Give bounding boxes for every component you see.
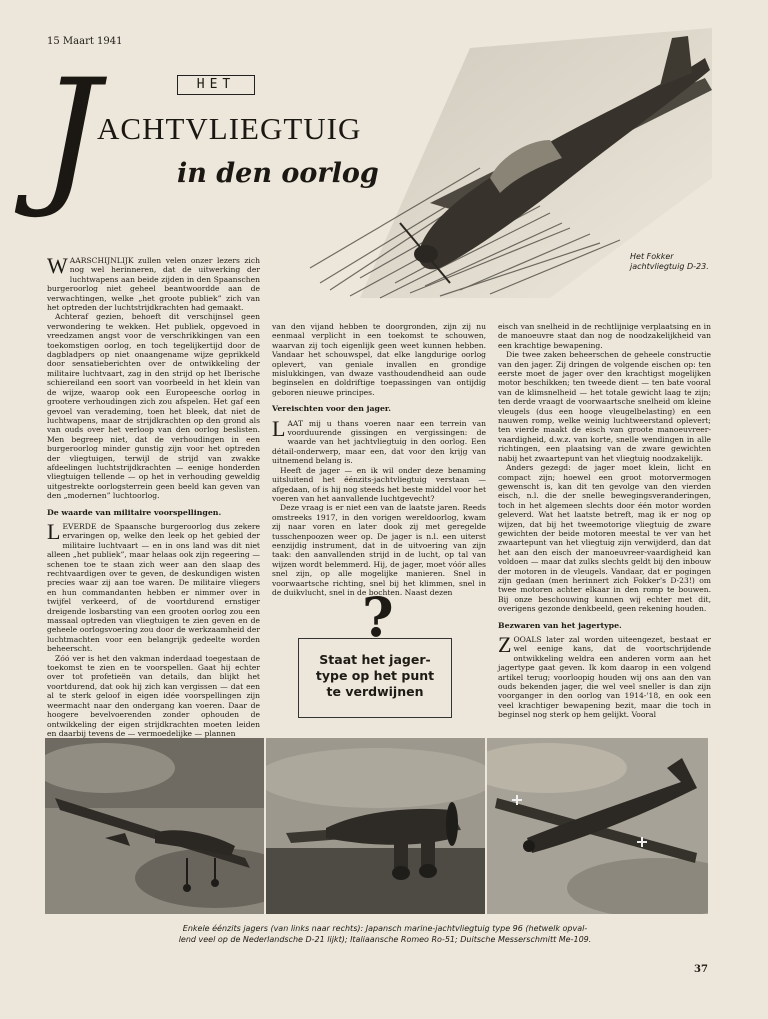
- article-column-3: [498, 322, 711, 720]
- photo-japanese-type96: [45, 738, 264, 914]
- paragraph: [47, 253, 260, 313]
- title-prefix-box: HET: [177, 75, 255, 95]
- paragraph: Die twee zaken beheerschen de geheele constructie van den jager. Zij dringen de volgende eischen op: ten eerste moet de jager over den krachtigst mogelijken motor beschikken; ten tweede dient — ten bate vooral van de klimsnelheid — het totale gewicht laag te zijn; ten derde vraagt de voorwaartsche snelheid om kleine vleugels (dus een hooge vleugelbelasting) en een nauwen romp, welke weinig luchtweerstand oplevert; ten vierde maakt de eisch van groote manoeuvreer-vaardigheid, d.w.z. van korte, snelle wendingen in alle richtingen, een plaatsing van de zware gewichten nabij het zwaartepunt van het vliegtuig noodzakelijk.: [498, 350, 711, 463]
- photo-messerschmitt-me109: [487, 738, 708, 914]
- page-subtitle: in den oorlog: [177, 158, 379, 189]
- issue-date: 15 Maart 1941: [47, 36, 123, 47]
- article-column-1: [47, 253, 260, 738]
- hero-caption-line1: Het Fokker: [630, 252, 674, 261]
- paragraph: Zóó ver is het den vakman inderdaad toegestaan de toekomst te zien en te voorspellen. Gaat hij echter over tot profetieën van details, dan blijkt het voortdurend, dat ook hij zich kan vergissen — dat een al te sterk geloof in eigen idée voorspellingen zijn weermacht naar den ondergang kan voeren. Daar de hoogere bevelvoerenden zonder ophouden de ontwikkeling der eigen strijdkrachten moeten leiden en daarbij tevens de — vermoedelijke — plannen: [47, 653, 260, 738]
- paragraph-text: AAT mij u thans voeren naar een terrein van voorduurende gissingen en vergissingen: de waarde van het jachtvliegtuig in den oorlog. Een détail-onderwerp, maar een, dat voor den krijg van uitnemend belang is.: [272, 418, 486, 466]
- paragraph: Heeft de jager — en ik wil onder deze benaming uitsluitend het éénzits-jachtvliegtuig verstaan — afgedaan, of is hij nog steeds het beste middel voor het voeren van het aanvallende luchtgevecht?: [272, 465, 486, 503]
- title-initial: J: [40, 48, 101, 222]
- paragraph: [47, 518, 260, 654]
- photos-caption: [112, 924, 658, 945]
- section-heading: Vereischten voor den jager.: [272, 404, 392, 414]
- section-heading: De waarde van militaire voorspellingen.: [47, 507, 222, 517]
- paragraph: van den vijand hebben te doorgronden, zijn zij nu eenmaal verplicht in een toekomst te schouwen, waarvan zij toch eigenlijk geen weet kunnen hebben. Vandaar het schouwspel, dat elke langdurige oorlog oplevert, van geniale invallen en grondige mislukkingen, van dwaze vasthoudendheid aan oude beginselen en doldriftige toepassingen van ontijdig geboren nieuwe principes.: [272, 322, 486, 397]
- hero-caption: [630, 252, 709, 272]
- question-mark-icon: ?: [362, 585, 394, 649]
- callout-line: Staat het jager-: [319, 652, 431, 667]
- paragraph: Deze vraag is er niet een van de laatste jaren. Reeds omstreeks 1917, in den vorigen wereldoorlog, kwam zij naar voren en later dook zij met geregelde tusschenpoozen weer op. De jager is n.l. een uiterst eenzijdig instrument, dat in de uitvoering van zijn taak: den aanvallenden strijd in de lucht, op tal van wijzen wordt belemmerd. Hij, de jager, moet vóór alles snel zijn, op alle mogelijke manieren. Snel in voorwaartsche richting, snel bij het klimmen, snel in de duikvlucht, snel in de bochten. Naast dezen: [272, 503, 486, 597]
- drop-cap: L: [47, 518, 61, 544]
- paragraph: Achteraf gezien, behoeft dit verschijnsel geen verwondering te wekken. Het publiek, opgevoed in vreedzamen angst voor de verschrikkingen van een toekomstigen oorlog, en toch tegelijkertijd door de dagbladpers op niet onaangename wijze geprikkeld door sensatieberichten over de ontwikkeling der militaire luchtvaart, zag in den strijd op het Iberische schiereiland een soort van voorbeeld in het klein van de wijze, waarop ook een Europeesche oorlog in grootere verhoudingen zich zou afspelen. Het gaf een gevoel van verademing, toen het bleek, dat niet de luchtwapens, maar de strijdkrachten op den grond als van ouds over het verloop van den oorlog beslisten. Men begreep niet, dat de verhoudingen in een burgeroorlog minder gunstig zijn voor het optreden der vliegtuigen, terwijl de strijd van zwakke afdeelingen luchtstrijdkrachten — eenige honderden vliegtuigen tellende — op het in verhouding geweldig uitgestrekte oorlogsterrein geen beeld kan geven van den „modernen” luchtoorlog.: [47, 312, 260, 501]
- drop-cap: W: [47, 253, 68, 278]
- paragraph: [498, 632, 711, 720]
- photos-caption-line: lend veel op de Nederlandsche D-21 lijkt); Italiaansche Romeo Ro-51; Duitsche Messerschmitt Me-109.: [178, 934, 592, 944]
- article-column-2: [272, 322, 486, 597]
- photos-caption-line: Enkele éénzits jagers (van links naar rechts): Japansch marine-jachtvliegtuig type 96 (hetwelk opval-: [182, 924, 588, 933]
- callout-text: [300, 652, 450, 700]
- paragraph: [272, 415, 486, 466]
- callout-line: te verdwijnen: [326, 684, 424, 699]
- section-heading: Bezwaren van het jagertype.: [498, 620, 622, 630]
- drop-cap: L: [272, 415, 286, 441]
- callout-line: type op het punt: [315, 668, 435, 683]
- page-number: 37: [694, 964, 708, 975]
- paragraph-text: OOALS later zal worden uiteengezet, bestaat er wel eenige kans, dat de voortschrijdende ontwikkeling weldra een anderen vorm aan het jagertype gaat geven. Ik kom daarop in een volgend artikel terug; voorloopig houden wij ons aan den van ouds bekenden jager, die wel veel sneller is dan zijn voorganger in den oorlog van 1914-'18, en ook een veel krachtiger bewapening bezit, maar die toch in beginsel nog sterk op hem gelijkt. Vooral: [498, 635, 711, 720]
- hero-caption-line2: jachtvliegtuig D-23.: [630, 262, 709, 271]
- paragraph-text: EVERDE de Spaansche burgeroorlog dus zekere ervaringen op, welke den leek op het gebied der militaire luchtvaart — en in ons land was dit niet alleen „het publiek”, maar helaas ook zijn regeering — schenen toe te staan zich weer aan den slaap des rechtvaardigen over te geven, de deskundigen wisten precies waar zij aan toe waren. De militaire vliegers en hun commandanten hebben er nimmer over in twijfel verkeerd, of de voortdurend ernstiger dreigende losbarsting van een grooten oorlog zou een massaal optreden van vliegtuigen te zien geven en de geheele oorlogsvoering zou door de werkzaamheid der luchtmachten voor een belangrijk gedeelte worden beheerscht.: [47, 521, 260, 654]
- paragraph: eisch van snelheid in de rechtlijnige verplaatsing en in de manoeuvre staat dan nog de noodzakelijkheid van een krachtige bewapening.: [498, 322, 711, 350]
- drop-cap: Z: [498, 632, 512, 657]
- paragraph-text: AARSCHIJNLIJK zullen velen onzer lezers zich nog wel herinneren, dat de uitwerking der luchtwapens aan beide zijden in den Spaanschen burgeroorlog niet geheel beantwoordde aan de verwachtingen, welke „het groote publiek” zich van het optreden der luchtstrijdkrachten had gemaakt.: [47, 256, 260, 313]
- photo-romeo-ro51: [266, 738, 485, 914]
- paragraph: Anders gezegd: de jager moet klein, licht en compact zijn; hoewel een groot motorvermogen gewenscht is, kan dit ten gevolge van den vierden eisch, n.l. die der snelle bewegingsveranderingen, toch in het algemeen slechts door één motor worden geleverd. Wat het laatste betreft, mag ik er nog op wijzen, dat bij het tweemotorige vliegtuig de zware gewichten der beide motoren meestal te ver van het zwaartepunt van het vliegtuig zijn verwijderd, dan dat het aan den eisch der manoeuvreer-vaardigheid kan voldoen — maar dat zulks slechts geldt bij den inbouw der motoren in de vleugels. Vandaar, dat er pogingen zijn gedaan (men herinnert zich Fokker's D-23!) om twee motoren achter elkaar in den romp te bouwen. Bij onze beschouwing kunnen wij echter met dit, overigens gezonde denkbeeld, geen rekening houden.: [498, 463, 711, 614]
- page-title: ACHTVLIEGTUIG: [97, 111, 362, 146]
